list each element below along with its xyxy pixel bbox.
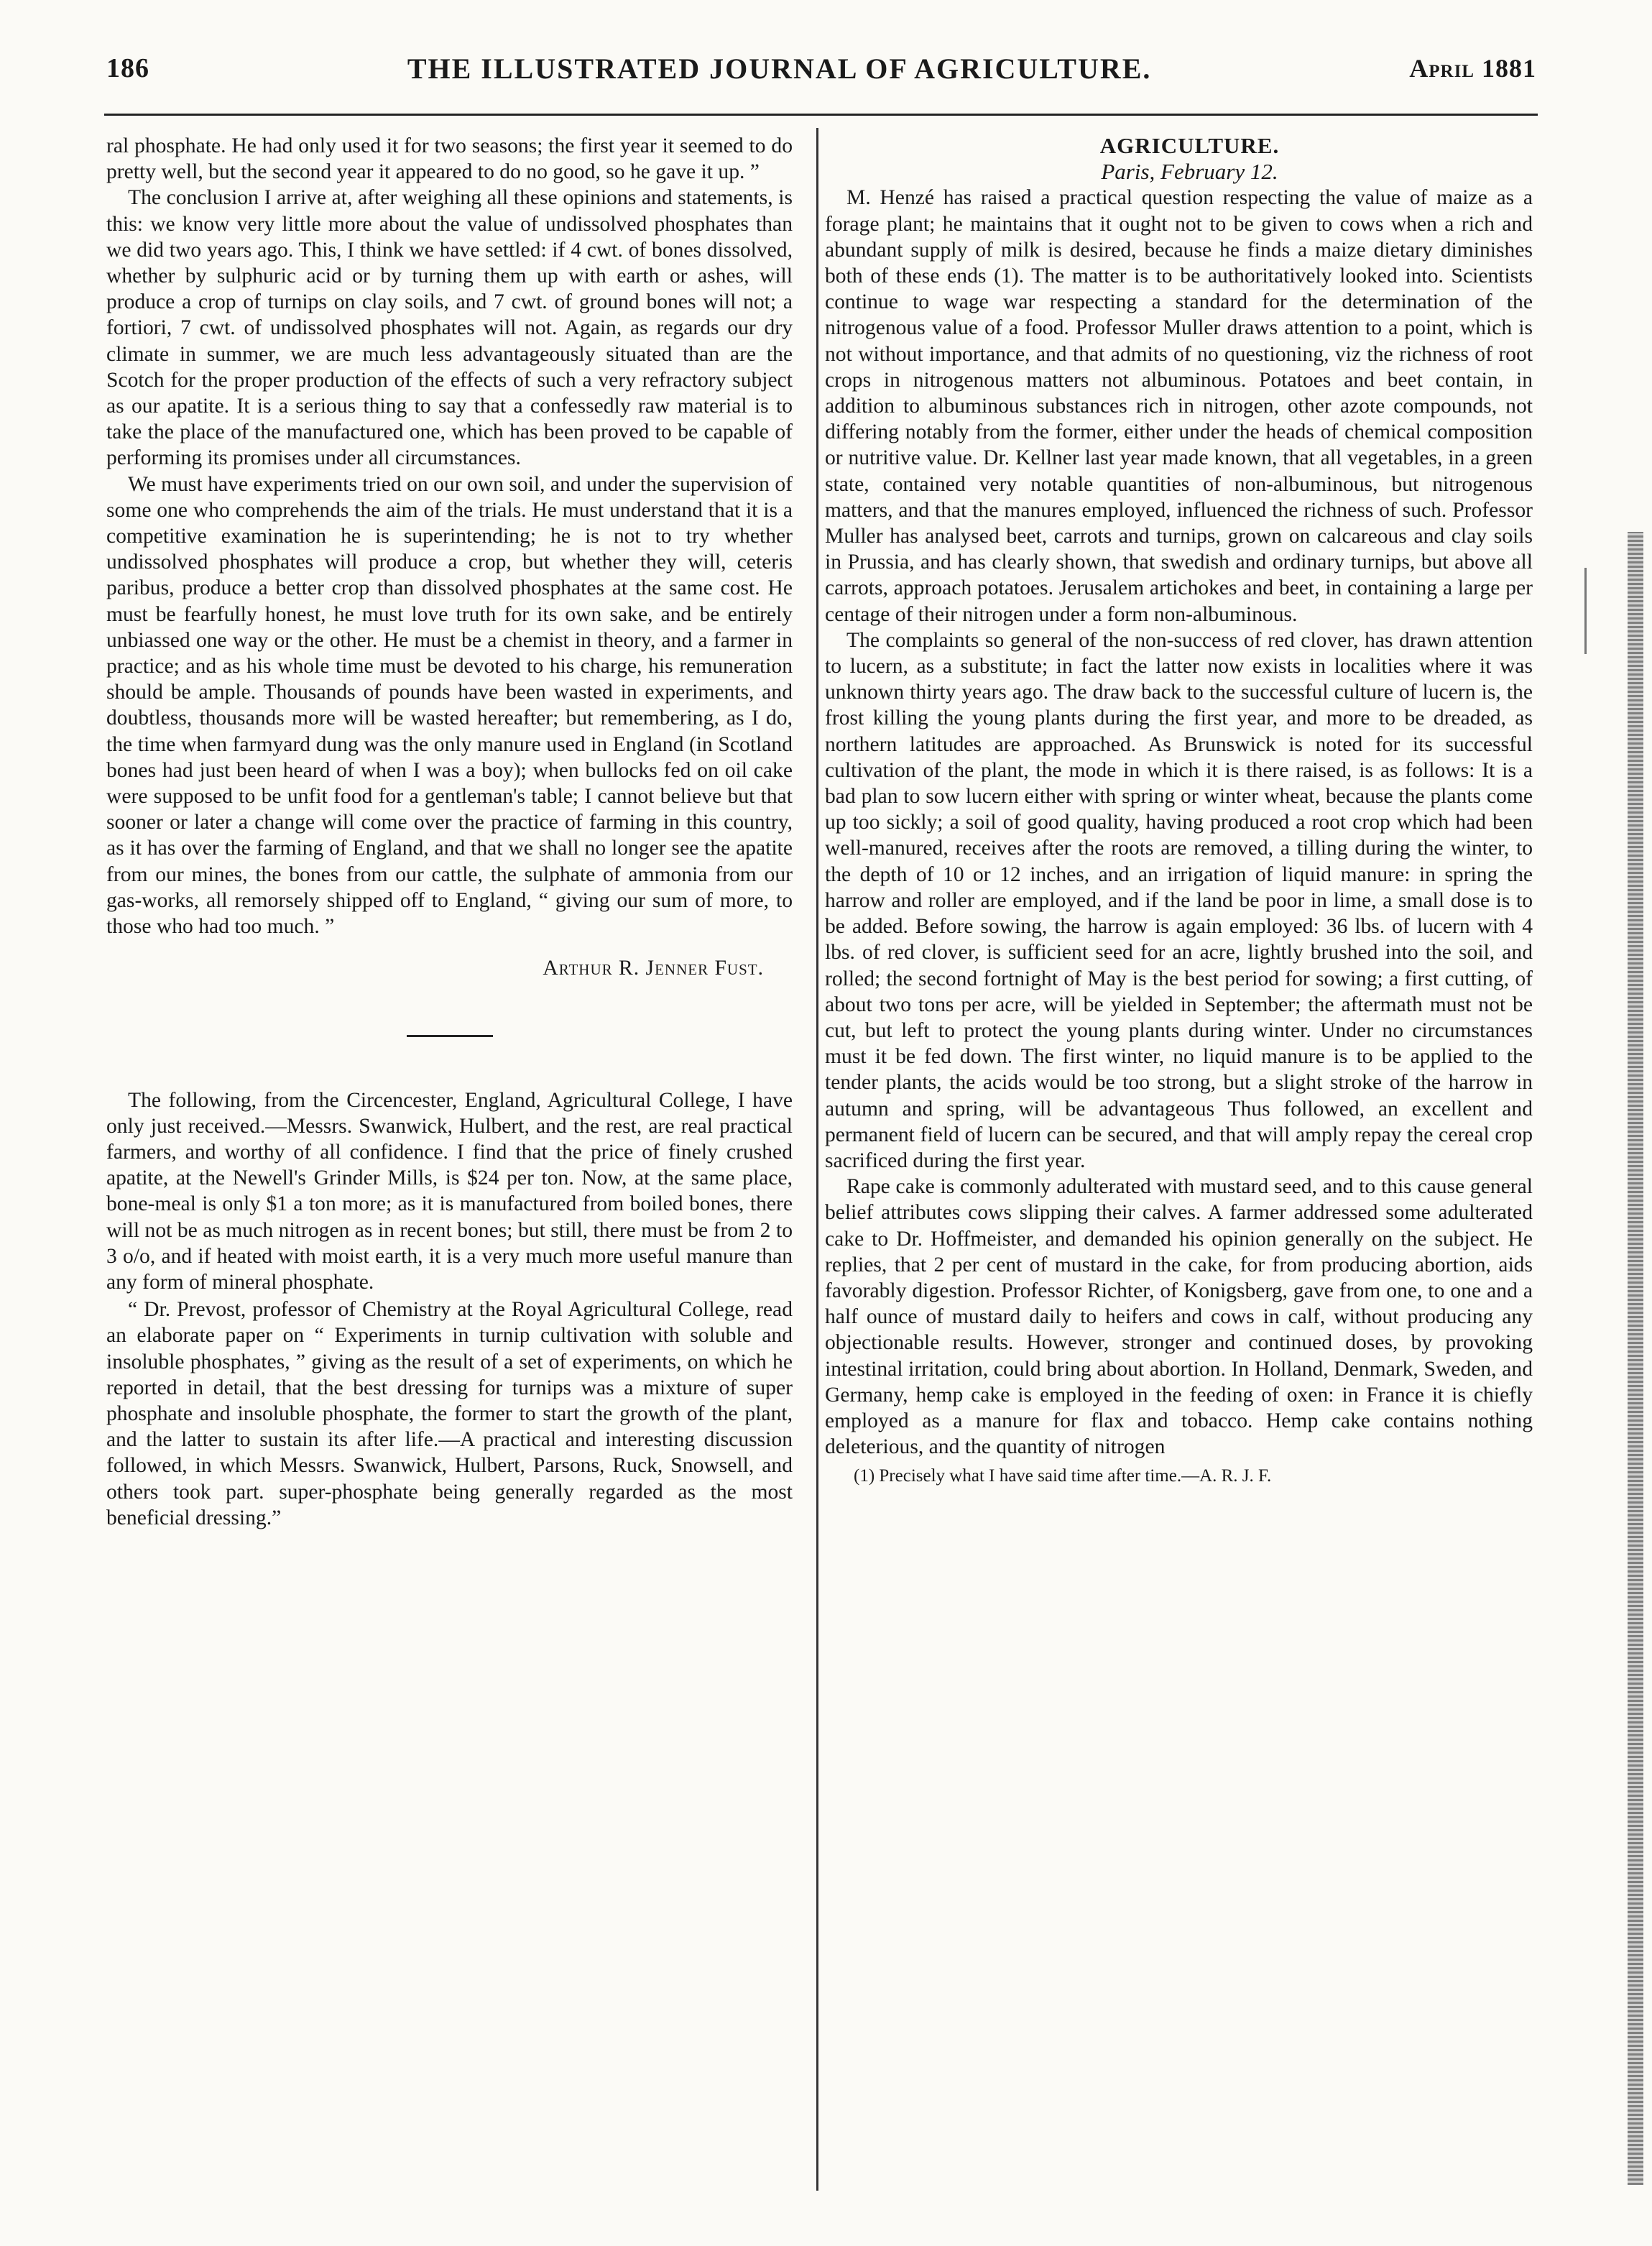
page-header — [106, 43, 1536, 93]
paragraph: The conclusion I arrive at, after weighing all these opinions and statements, is this: we know very little more about the value of undissolved phosphates than we did two years ago. This, I think we have settled: if 4 cwt. of bones dissolved, whether by sulphuric acid or by turning them up with earth or ashes, will produce a crop of turnips on clay soils, and 7 cwt. of ground bones will not; a fortiori, 7 cwt. of undissolved phosphates will not. Again, as regards our dry climate in summer, we are much less advantageously situated than are the Scotch for the proper production of the effects of such a very refractory subject as our apatite. It is a serious thing to say that a confessedly raw material is to take the place of the manufactured one, which has been proved to be capable of performing its promises under all circumstances. — [106, 186, 793, 470]
footnote: (1) Precisely what I have said time after time.—A. R. J. F. — [854, 1466, 1272, 1486]
page-number: 186 — [106, 53, 149, 83]
paragraph: ral phosphate. He had only used it for two seasons; the first year it seemed to do pretty well, but the second year it appeared to do no good, so he gave it up. ” — [106, 134, 793, 184]
scan-edge-strip — [1628, 532, 1643, 2185]
scan-margin-mark — [1584, 568, 1587, 654]
right-column — [825, 133, 1533, 1488]
left-column — [106, 133, 793, 1531]
journal-title: THE ILLUSTRATED JOURNAL OF AGRICULTURE. — [407, 52, 1152, 85]
paragraph: Rape cake is commonly adulterated with mustard seed, and to this cause general belief attributes cows slipping their calves. A farmer addressed some adulterated cake to Dr. Hoffmeister, and demanded his opinion generally on the subject. He replies, that 2 per cent of mustard in the cake, for from producing abortion, aids favorably digestion. Professor Richter, of Konigsberg, gave from one, to one and a half ounce of mustard daily to heifers and cows in calf, without producing any objectionable results. However, stronger and continued doses, by provoking intestinal irritation, could bring about abortion. In Holland, Denmark, Sweden, and Germany, hemp cake is employed in the feeding of oxen: in France it is chiefly employed as a manure for flax and tobacco. Hemp cake contains nothing deleterious, and the quantity of nitrogen — [825, 1175, 1533, 1459]
paragraph: “ Dr. Prevost, professor of Chemistry at the Royal Agricultural College, read an elaborate paper on “ Experiments in turnip cultivation with soluble and insoluble phosphates, ” giving as the result of a set of experiments, on which he reported in detail, that the best dressing for turnips was a mixture of super phosphate and insoluble phosphate, the former to start the growth of the plant, and the latter to sustain its after life.—A practical and interesting discussion followed, in which Messrs. Swanwick, Hulbert, Parsons, Ruck, Snowsell, and others took part. super-phosphate being generally regarded as the most beneficial dressing.” — [106, 1298, 793, 1529]
paragraph: We must have experiments tried on our own soil, and under the supervision of some one who comprehends the aim of the trials. He must understand that it is a competitive examination he is superintending; he is not to try whether undissolved phosphates will produce a crop, but whether they will, ceteris paribus, produce a better crop than dissolved phosphates at the same cost. He must be fearfully honest, he must love truth for its own sake, and be entirely unbiassed one way or the other. He must be a chemist in theory, and a farmer in practice; and as his whole time must be devoted to his charge, his remuneration should be ample. Thousands of pounds have been wasted in experiments, and doubtless, thousands more will be wasted hereafter; but remembering, as I do, the time when farmyard dung was the only manure used in England (in Scotland bones had just been heard of when I was a boy); when bullocks fed on oil cake were supposed to be unfit food for a gentleman's table; I cannot believe but that sooner or later a change will come over the practice of farming in this country, as it has over the farming of England, and that we shall no longer see the apatite from our mines, the bones from our cattle, the sulphate of ammonia from our gas-works, all remorsely shipped off to England, “ giving our sum of more, to those who had too much. ” — [106, 472, 793, 939]
paragraph: The complaints so general of the non-success of red clover, has drawn attention to lucern, as a substitute; in fact the latter now exists in localities where it was unknown thirty years ago. The draw back to the successful culture of lucern is, the frost killing the young plants during the first year, and more to be dreaded, as northern latitudes are approached. As Brunswick is noted for its successful cultivation of the plant, the mode in which it is there raised, is as follows: It is a bad plan to sow lucern either with spring or winter wheat, because the plants come up too sickly; a soil of good quality, having produced a root crop which had been well-manured, receives after the roots are removed, a tilling during the winter, to the depth of 10 or 12 inches, and an irrigation of liquid manure: in spring the harrow and roller are employed, and if the land be poor in lime, a small dose is to be added. Before sowing, the harrow is again employed: 36 lbs. of lucern with 4 lbs. of red clover, is sufficient seed for an acre, lightly brushed into the soil, and rolled; the second fortnight of May is the best period for sowing; a first cutting, of about two tons per acre, will be yielded in September; the aftermath must not be cut, but left to protect the young plants during winter. Under no circumstances must it be fed down. The first winter, no liquid manure is to be applied to the tender plants, the acids would be too strong, but a slight stroke of the harrow in autumn and spring, will be advantageous Thus followed, an excellent and permanent field of lucern can be secured, and that will amply repay the cereal crop sacrificed during the first year. — [825, 628, 1533, 1172]
header-rule — [104, 114, 1538, 116]
section-title: AGRICULTURE. — [1099, 133, 1280, 158]
paragraph: The following, from the Circencester, England, Agricultural College, I have only just received.—Messrs. Swanwick, Hulbert, and the rest, are real practical farmers, and worthy of all confidence. I find that the price of finely crushed apatite, at the Newell's Grinder Mills, is $24 per ton. Now, at the same place, bone-meal is only $1 a ton more; as it is manufactured from boiled bones, there will not be as much nitrogen as in recent bones; but still, there must be from 2 to 3 o/o, and if heated with moist earth, it is a very much more useful manure than any form of mineral phosphate. — [106, 1088, 793, 1294]
author-signature: Arthur R. Jenner Fust. — [543, 957, 764, 980]
issue-date: April 1881 — [1409, 54, 1536, 83]
column-divider — [816, 128, 818, 2191]
paragraph: M. Henzé has raised a practical question respecting the value of maize as a forage plant; he maintains that it ought not to be given to cows when a rich and abundant supply of milk is desired, because he finds a maize dietary diminishes both of these ends (1). The matter is to be authoritatively looked into. Scientists continue to wage war respecting a standard for the determination of the nitrogenous value of a food. Professor Muller draws attention to a point, which is not without importance, and that admits of no questioning, viz the richness of root crops in nitrogenous matters not albuminous. Potatoes and beet contain, in addition to albuminous substances rich in nitrogen, other azote compounds, not differing notably from the former, either under the heads of chemical composition or nutritive value. Dr. Kellner last year made known, that all vegetables, in a green state, contained very notable quantities of non-albuminous, but nitrogenous matters, and that the manures employed, influenced the richness of such. Professor Muller has analysed beet, carrots and turnips, grown on calcareous and clay soils in Prussia, and has clearly shown, that swedish and ordinary turnips, but above all carrots, approach potatoes. Jerusalem artichokes and beet, in containing a large per centage of their nitrogen under a form non-albuminous. — [825, 186, 1533, 626]
section-separator — [407, 1035, 493, 1037]
dateline: Paris, February 12. — [1101, 159, 1278, 185]
